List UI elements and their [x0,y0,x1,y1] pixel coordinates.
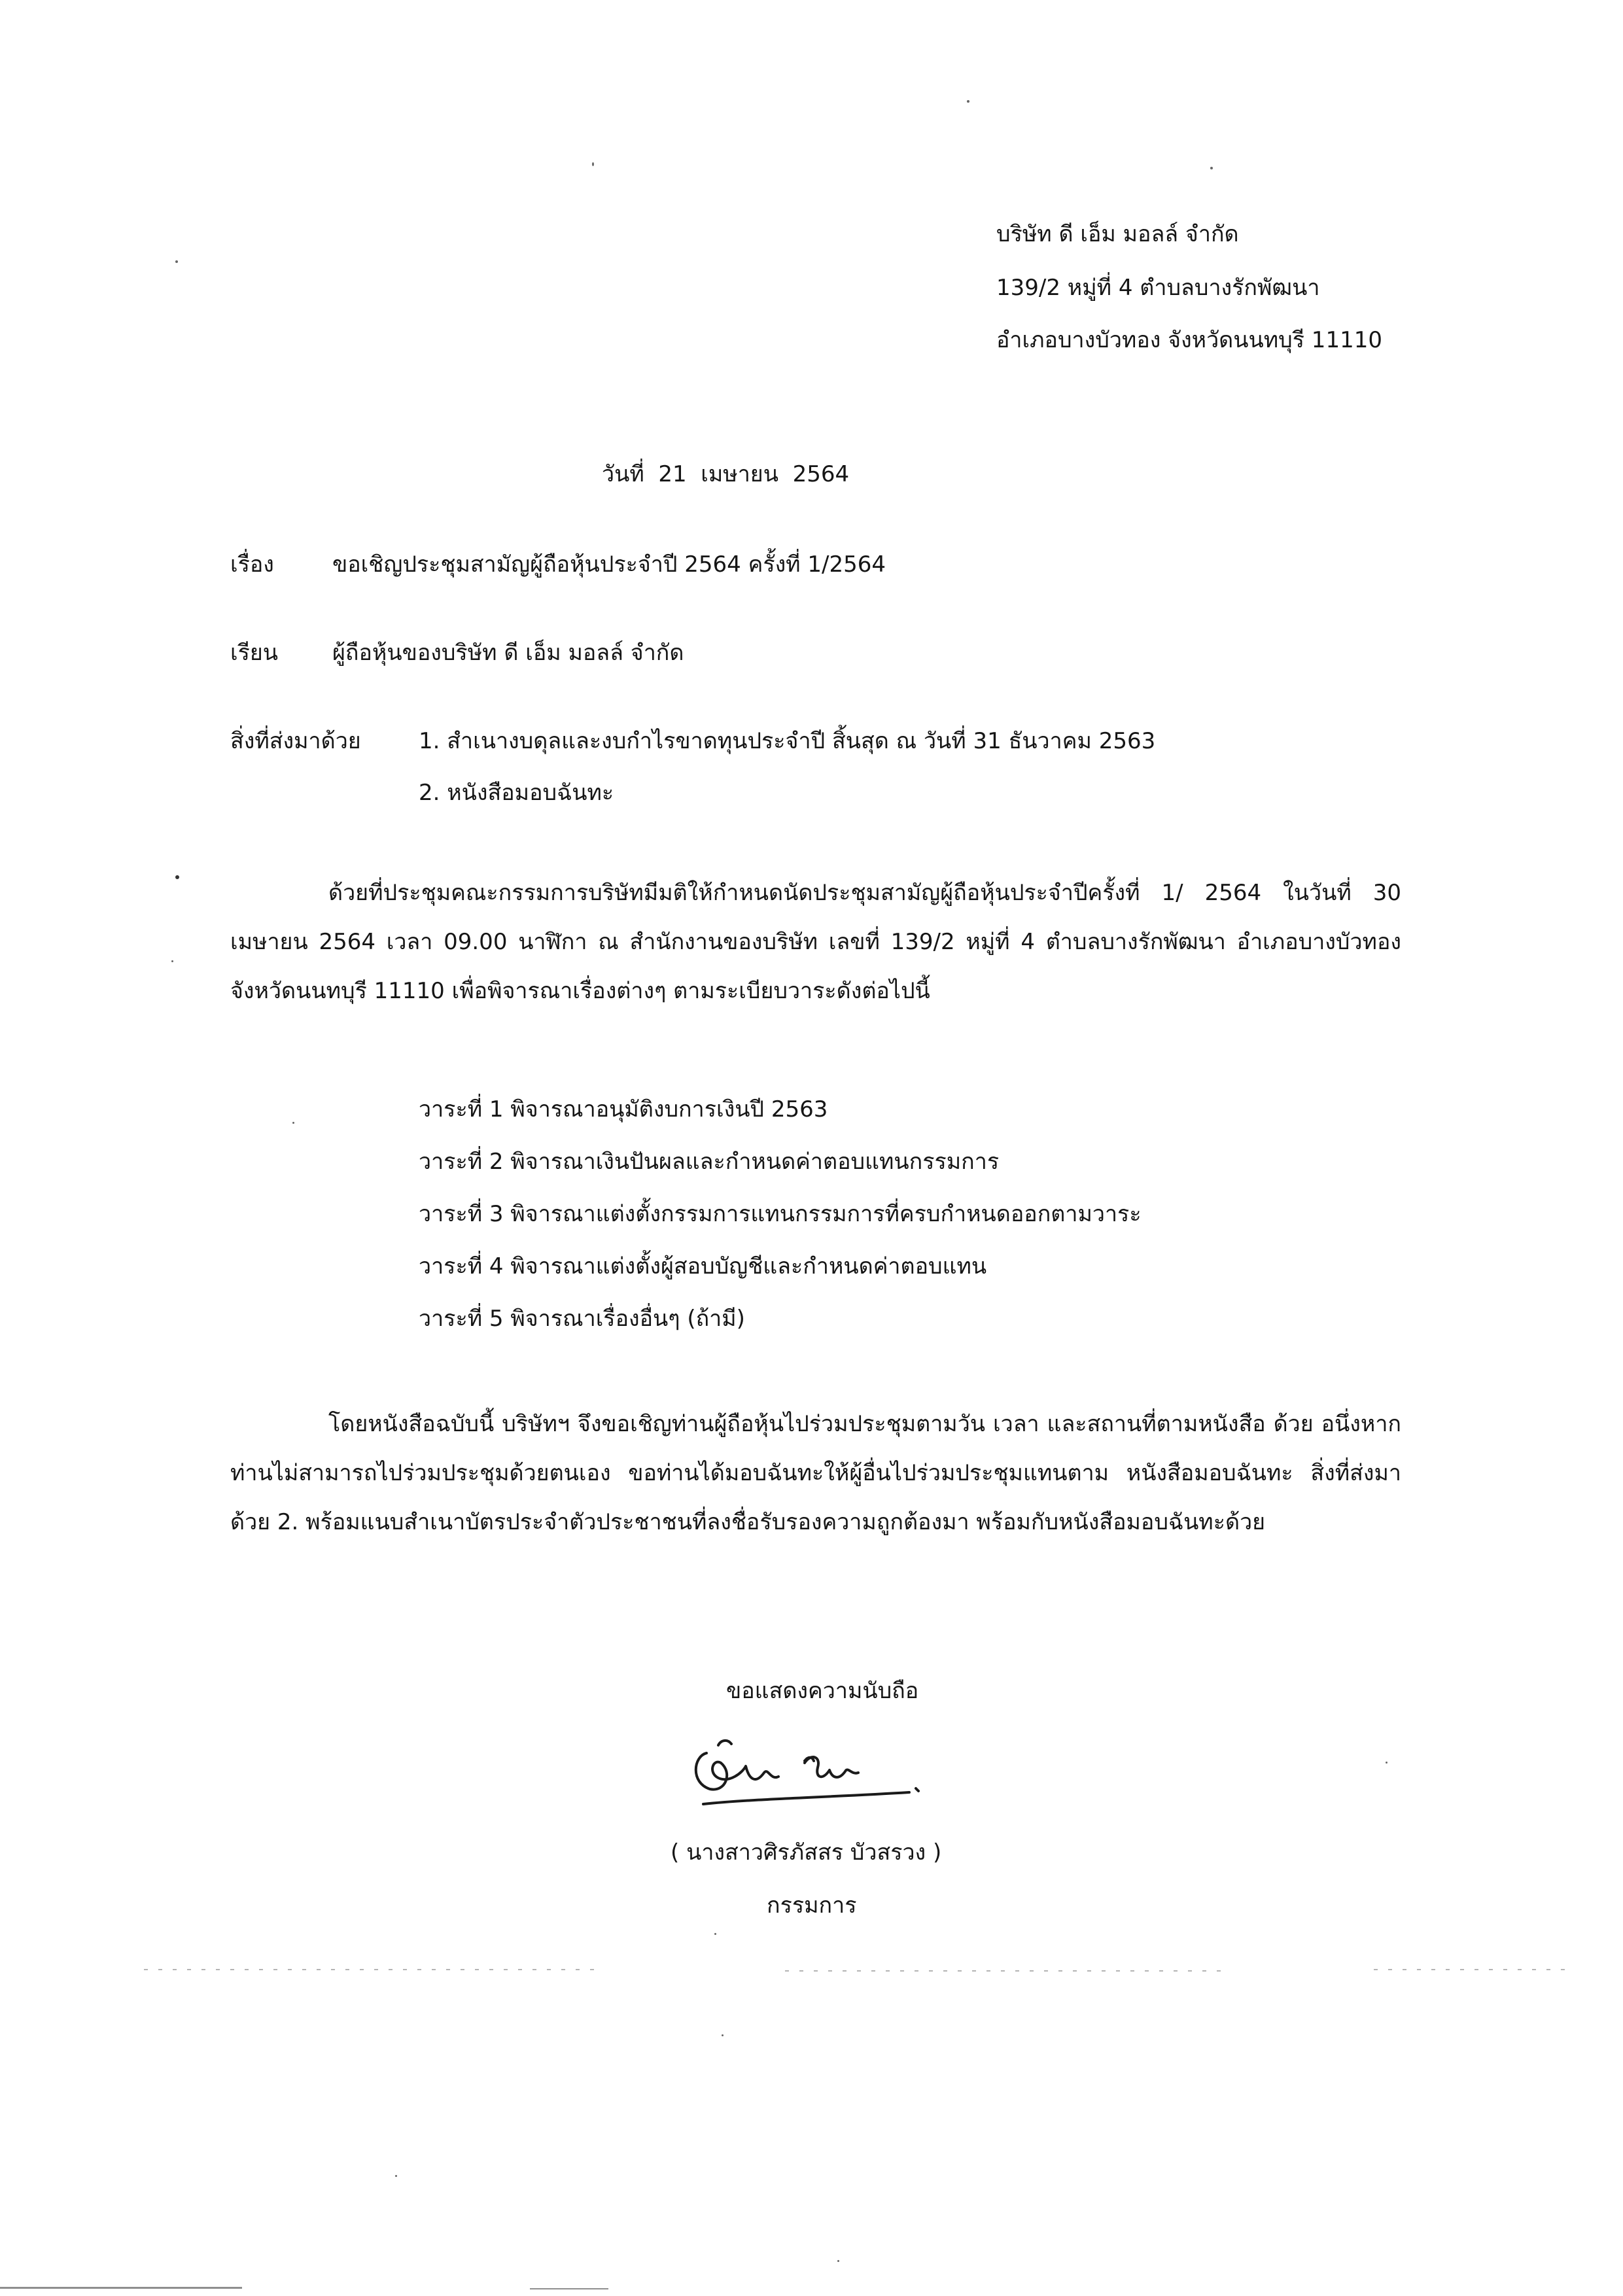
body-paragraph-2 [230,1400,1401,1547]
scan-edge-line [530,2288,608,2289]
body-paragraph-1 [230,869,1401,1016]
scan-speck [714,1933,716,1935]
body-paragraph-1-text: ด้วยที่ประชุมคณะกรรมการบริษัทมีมติให้กำหนดนัดประชุมสามัญผู้ถือหุ้นประจำปีครั้งที่ 1/ 2564 ในวันที่ 30 เมษายน 2564 เวลา 09.00 นาฬิกา ณ สำนักงานของบริษัท เลขที่ 139/2 หมู่ที่ 4 ตำบลบางรักพัฒนา อำเภอบางบัวทอง จังหวัดนนทบุรี 11110 เพื่อพิจารณาเรื่องต่างๆ ตามระเบียบวาระดังต่อไปนี้ [230,880,1401,1004]
enclosures-label: สิ่งที่ส่งมาด้วย [230,728,361,754]
scan-line [1374,1969,1570,1970]
subject-label: เรื่อง [230,551,274,578]
agenda-item-3: วาระที่ 3 พิจารณาแต่งตั้งกรรมการแทนกรรมการที่ครบกำหนดออกตามวาระ [419,1201,1142,1227]
scan-speck [592,162,594,166]
scan-edge-line [0,2287,242,2289]
scan-speck [175,875,179,879]
sender-address-line2: อำเภอบางบัวทอง จังหวัดนนทบุรี 11110 [996,327,1382,353]
date-day: 21 [658,461,687,487]
sender-company: บริษัท ดี เอ็ม มอลล์ จำกัด [996,221,1239,247]
handwritten-signature [680,1727,929,1825]
scan-speck [837,2260,839,2262]
agenda-item-5: วาระที่ 5 พิจารณาเรื่องอื่นๆ (ถ้ามี) [419,1306,745,1332]
recipient-text: ผู้ถือหุ้นของบริษัท ดี เอ็ม มอลล์ จำกัด [332,640,684,666]
agenda-item-2: วาระที่ 2 พิจารณาเงินปันผลและกำหนดค่าตอบแทนกรรมการ [419,1149,1000,1175]
scan-speck [722,2034,724,2036]
scan-speck [171,960,173,962]
date-month: เมษายน [701,461,778,487]
subject-text: ขอเชิญประชุมสามัญผู้ถือหุ้นประจำปี 2564 ครั้งที่ 1/2564 [332,551,886,578]
scan-speck [175,260,178,263]
agenda-item-4: วาระที่ 4 พิจารณาแต่งตั้งผู้สอบบัญชีและกำหนดค่าตอบแทน [419,1253,987,1279]
closing-salutation: ขอแสดงความนับถือ [726,1678,919,1704]
body-paragraph-2-text: โดยหนังสือฉบับนี้ บริษัทฯ จึงขอเชิญท่านผู้ถือหุ้นไปร่วมประชุมตามวัน เวลา และสถานที่ตามหนังสือ ด้วย อนึ่งหากท่านไม่สามารถไปร่วมประชุมด้วยตนเอง ขอท่านได้มอบฉันทะให้ผู้อื่นไปร่วมประชุมแทนตาม หนังสือมอบฉันทะ สิ่งที่ส่งมาด้วย 2. พร้อมแนบสำเนาบัตรประจำตัวประชาชนที่ลงชื่อรับรองความถูกต้องมา พร้อมกับหนังสือมอบฉันทะด้วย [230,1411,1401,1535]
scan-speck [395,2175,397,2177]
enclosure-item-1: 1. สำเนางบดุลและงบกำไรขาดทุนประจำปี สิ้นสุด ณ วันที่ 31 ธันวาคม 2563 [419,728,1156,754]
scan-speck [292,1122,294,1124]
agenda-item-1: วาระที่ 1 พิจารณาอนุมัติงบการเงินปี 2563 [419,1096,828,1122]
scan-line [144,1969,602,1970]
enclosure-item-2: 2. หนังสือมอบฉันทะ [419,780,614,806]
date-label: วันที่ [602,461,644,487]
date-year: 2564 [792,461,850,487]
scan-speck [1210,167,1213,169]
scan-speck [1386,1762,1387,1764]
scan-speck [967,100,969,103]
recipient-label: เรียน [230,640,279,666]
signer-title: กรรมการ [767,1892,857,1919]
letter-date [602,461,849,488]
sender-address-line1: 139/2 หมู่ที่ 4 ตำบลบางรักพัฒนา [996,275,1320,301]
signer-name: ( นางสาวศิรภัสสร บัวสรวง ) [671,1839,942,1866]
scan-line [785,1970,1230,1972]
